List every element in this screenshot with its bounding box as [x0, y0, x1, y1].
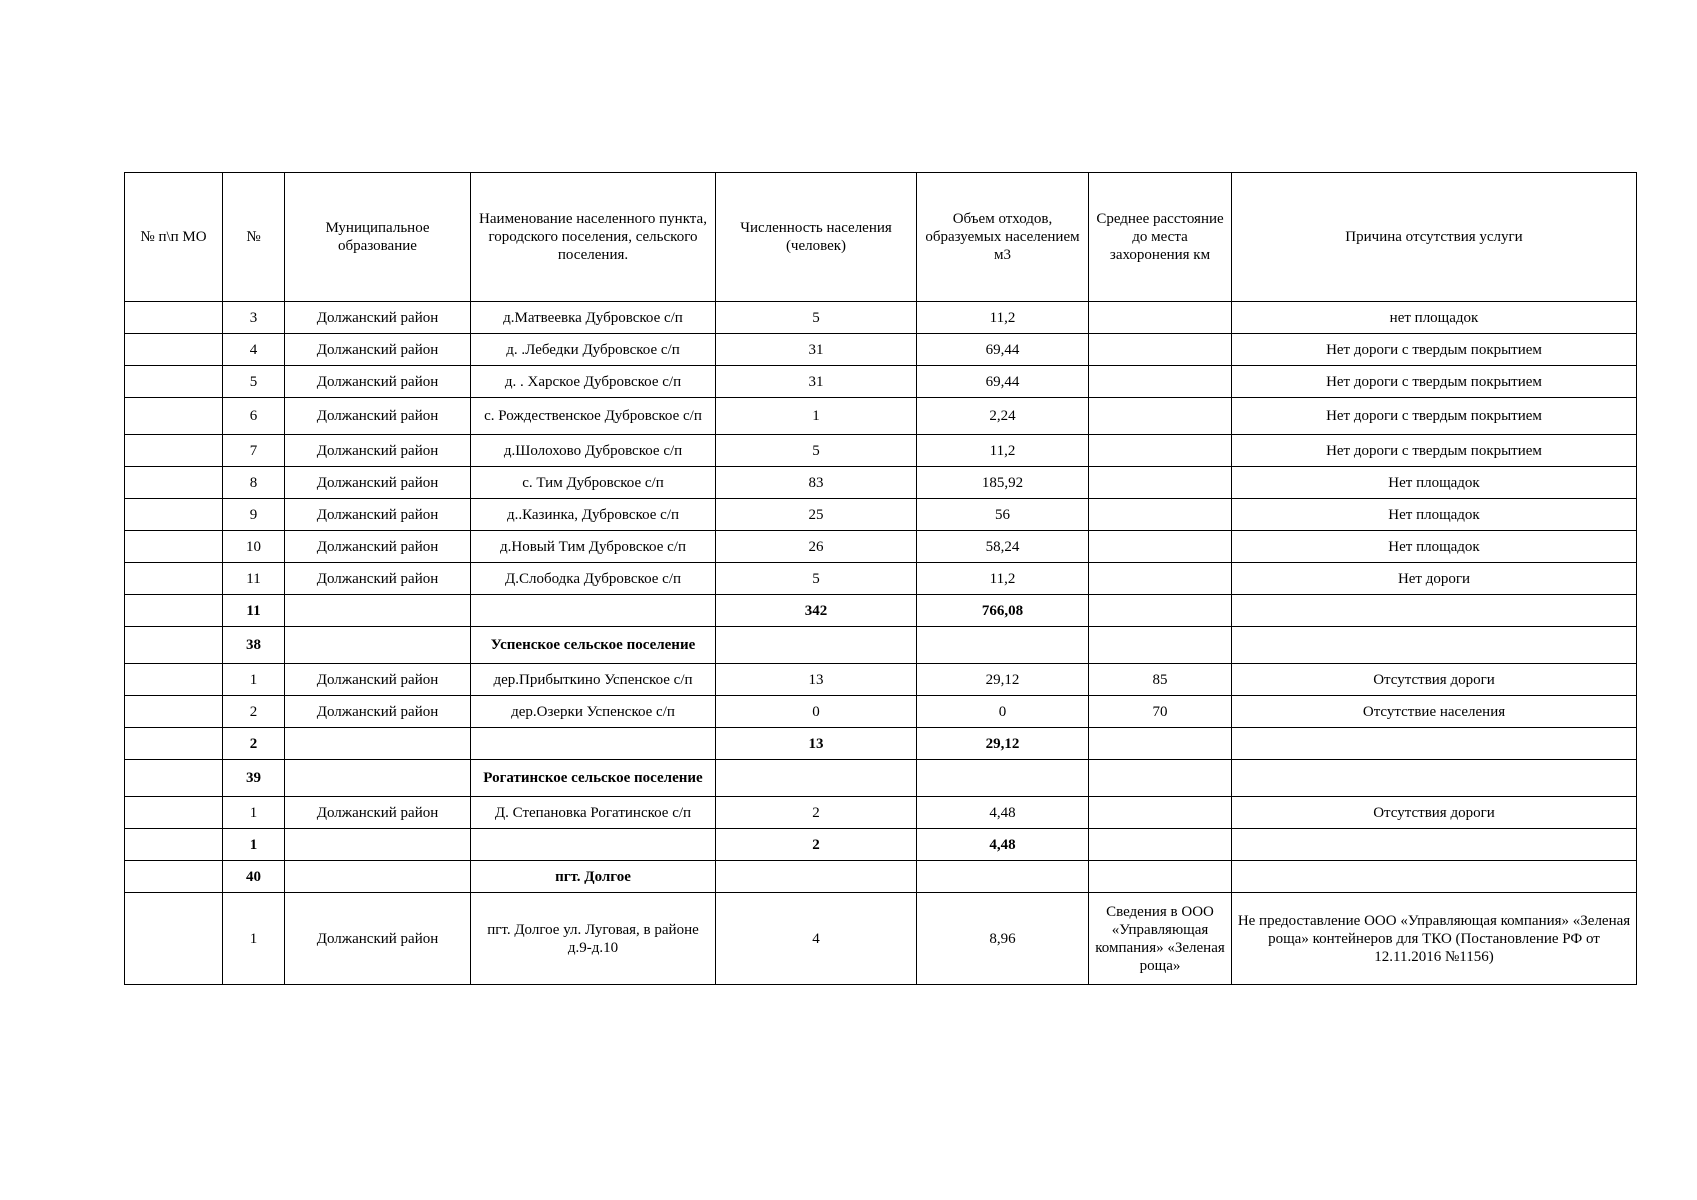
- settlement-cell: д. .Лебедки Дубровское с/п: [471, 334, 716, 366]
- table-row-subtotal: [125, 728, 1637, 760]
- reason-cell: [1232, 728, 1637, 760]
- municipality-cell: Должанский район: [285, 398, 471, 435]
- table-row: [125, 334, 1637, 366]
- reason-cell: Нет дороги с твердым покрытием: [1232, 334, 1637, 366]
- reason-cell: [1232, 595, 1637, 627]
- distance-cell: [1089, 563, 1232, 595]
- mo-number-cell: [125, 366, 223, 398]
- reason-cell: [1232, 760, 1637, 797]
- row-number-cell: 2: [223, 728, 285, 760]
- mo-number-cell: [125, 595, 223, 627]
- waste-volume-cell: 11,2: [917, 302, 1089, 334]
- row-number-cell: 5: [223, 366, 285, 398]
- settlement-cell: [471, 829, 716, 861]
- row-number-cell: 1: [223, 664, 285, 696]
- settlement-cell: Успенское сельское поселение: [471, 627, 716, 664]
- mo-number-cell: [125, 861, 223, 893]
- table-row: [125, 499, 1637, 531]
- table-row: [125, 893, 1637, 985]
- distance-cell: [1089, 728, 1232, 760]
- table-row: [125, 398, 1637, 435]
- distance-cell: [1089, 861, 1232, 893]
- waste-volume-cell: 69,44: [917, 334, 1089, 366]
- reason-cell: [1232, 627, 1637, 664]
- municipality-cell: Должанский район: [285, 334, 471, 366]
- settlement-cell: д..Казинка, Дубровское с/п: [471, 499, 716, 531]
- population-cell: 25: [716, 499, 917, 531]
- waste-volume-cell: [917, 861, 1089, 893]
- distance-cell: [1089, 531, 1232, 563]
- header-cell: Причина отсутствия услуги: [1232, 173, 1637, 302]
- waste-service-table: [124, 172, 1637, 985]
- row-number-cell: 4: [223, 334, 285, 366]
- population-cell: 31: [716, 366, 917, 398]
- table-row: [125, 797, 1637, 829]
- distance-cell: [1089, 829, 1232, 861]
- municipality-cell: [285, 829, 471, 861]
- municipality-cell: [285, 861, 471, 893]
- waste-volume-cell: 0: [917, 696, 1089, 728]
- settlement-cell: [471, 728, 716, 760]
- settlement-cell: дер.Озерки Успенское с/п: [471, 696, 716, 728]
- reason-cell: Нет площадок: [1232, 531, 1637, 563]
- distance-cell: [1089, 595, 1232, 627]
- mo-number-cell: [125, 531, 223, 563]
- municipality-cell: Должанский район: [285, 366, 471, 398]
- population-cell: 5: [716, 302, 917, 334]
- header-cell: Среднее расстояние до места захоронения км: [1089, 173, 1232, 302]
- settlement-cell: Д.Слободка Дубровское с/п: [471, 563, 716, 595]
- reason-cell: [1232, 829, 1637, 861]
- municipality-cell: [285, 760, 471, 797]
- population-cell: [716, 627, 917, 664]
- mo-number-cell: [125, 696, 223, 728]
- settlement-cell: д.Матвеевка Дубровское с/п: [471, 302, 716, 334]
- mo-number-cell: [125, 627, 223, 664]
- document-page: [124, 172, 1636, 985]
- distance-cell: [1089, 435, 1232, 467]
- municipality-cell: Должанский район: [285, 499, 471, 531]
- population-cell: 31: [716, 334, 917, 366]
- row-number-cell: 8: [223, 467, 285, 499]
- table-row: [125, 696, 1637, 728]
- municipality-cell: [285, 627, 471, 664]
- distance-cell: [1089, 760, 1232, 797]
- distance-cell: Сведения в ООО «Управляющая компания» «Зеленая роща»: [1089, 893, 1232, 985]
- distance-cell: 85: [1089, 664, 1232, 696]
- municipality-cell: [285, 595, 471, 627]
- reason-cell: Нет дороги с твердым покрытием: [1232, 366, 1637, 398]
- reason-cell: нет площадок: [1232, 302, 1637, 334]
- mo-number-cell: [125, 893, 223, 985]
- settlement-cell: с. Тим Дубровское с/п: [471, 467, 716, 499]
- population-cell: 5: [716, 563, 917, 595]
- mo-number-cell: [125, 664, 223, 696]
- population-cell: 342: [716, 595, 917, 627]
- table-row: [125, 563, 1637, 595]
- waste-volume-cell: 185,92: [917, 467, 1089, 499]
- settlement-cell: д. . Харское Дубровское с/п: [471, 366, 716, 398]
- municipality-cell: Должанский район: [285, 893, 471, 985]
- reason-cell: Отсутствие населения: [1232, 696, 1637, 728]
- table-row: [125, 435, 1637, 467]
- distance-cell: [1089, 398, 1232, 435]
- population-cell: 26: [716, 531, 917, 563]
- table-row: [125, 302, 1637, 334]
- header-cell: № п\п МО: [125, 173, 223, 302]
- distance-cell: [1089, 627, 1232, 664]
- settlement-cell: д.Новый Тим Дубровское с/п: [471, 531, 716, 563]
- mo-number-cell: [125, 302, 223, 334]
- waste-volume-cell: 29,12: [917, 664, 1089, 696]
- population-cell: 2: [716, 829, 917, 861]
- reason-cell: Нет площадок: [1232, 499, 1637, 531]
- mo-number-cell: [125, 467, 223, 499]
- population-cell: 1: [716, 398, 917, 435]
- row-number-cell: 1: [223, 797, 285, 829]
- settlement-cell: д.Шолохово Дубровское с/п: [471, 435, 716, 467]
- table-row-subtotal: [125, 829, 1637, 861]
- header-cell: Наименование населенного пункта, городского поселения, сельского поселения.: [471, 173, 716, 302]
- distance-cell: [1089, 467, 1232, 499]
- settlement-cell: пгт. Долгое ул. Луговая, в районе д.9-д.10: [471, 893, 716, 985]
- distance-cell: [1089, 499, 1232, 531]
- reason-cell: Нет дороги с твердым покрытием: [1232, 435, 1637, 467]
- population-cell: [716, 861, 917, 893]
- waste-volume-cell: 2,24: [917, 398, 1089, 435]
- header-cell: Объем отходов, образуемых населением м3: [917, 173, 1089, 302]
- row-number-cell: 40: [223, 861, 285, 893]
- reason-cell: Нет дороги с твердым покрытием: [1232, 398, 1637, 435]
- waste-volume-cell: [917, 760, 1089, 797]
- row-number-cell: 6: [223, 398, 285, 435]
- mo-number-cell: [125, 760, 223, 797]
- municipality-cell: Должанский район: [285, 797, 471, 829]
- table-row-subtotal: [125, 595, 1637, 627]
- row-number-cell: 39: [223, 760, 285, 797]
- row-number-cell: 10: [223, 531, 285, 563]
- table-row: [125, 366, 1637, 398]
- header-cell: Численность населения (человек): [716, 173, 917, 302]
- population-cell: 13: [716, 664, 917, 696]
- settlement-cell: дер.Прибыткино Успенское с/п: [471, 664, 716, 696]
- settlement-cell: [471, 595, 716, 627]
- population-cell: 0: [716, 696, 917, 728]
- row-number-cell: 2: [223, 696, 285, 728]
- header-cell: №: [223, 173, 285, 302]
- waste-volume-cell: 29,12: [917, 728, 1089, 760]
- row-number-cell: 11: [223, 563, 285, 595]
- row-number-cell: 9: [223, 499, 285, 531]
- row-number-cell: 1: [223, 893, 285, 985]
- distance-cell: [1089, 334, 1232, 366]
- waste-volume-cell: 766,08: [917, 595, 1089, 627]
- mo-number-cell: [125, 398, 223, 435]
- municipality-cell: [285, 728, 471, 760]
- reason-cell: [1232, 861, 1637, 893]
- mo-number-cell: [125, 563, 223, 595]
- mo-number-cell: [125, 435, 223, 467]
- row-number-cell: 1: [223, 829, 285, 861]
- population-cell: 13: [716, 728, 917, 760]
- mo-number-cell: [125, 334, 223, 366]
- table-header-row: [125, 173, 1637, 302]
- settlement-cell: Д. Степановка Рогатинское с/п: [471, 797, 716, 829]
- mo-number-cell: [125, 499, 223, 531]
- table-row: [125, 531, 1637, 563]
- waste-volume-cell: 56: [917, 499, 1089, 531]
- settlement-cell: с. Рождественское Дубровское с/п: [471, 398, 716, 435]
- municipality-cell: Должанский район: [285, 696, 471, 728]
- municipality-cell: Должанский район: [285, 563, 471, 595]
- municipality-cell: Должанский район: [285, 467, 471, 499]
- distance-cell: [1089, 366, 1232, 398]
- table-row: [125, 664, 1637, 696]
- table-row-subtotal: [125, 861, 1637, 893]
- municipality-cell: Должанский район: [285, 302, 471, 334]
- waste-volume-cell: 11,2: [917, 435, 1089, 467]
- mo-number-cell: [125, 797, 223, 829]
- municipality-cell: Должанский район: [285, 435, 471, 467]
- population-cell: 83: [716, 467, 917, 499]
- population-cell: 2: [716, 797, 917, 829]
- distance-cell: [1089, 302, 1232, 334]
- population-cell: [716, 760, 917, 797]
- table-row-subtotal: [125, 627, 1637, 664]
- waste-volume-cell: 4,48: [917, 797, 1089, 829]
- municipality-cell: Должанский район: [285, 531, 471, 563]
- settlement-cell: Рогатинское сельское поселение: [471, 760, 716, 797]
- mo-number-cell: [125, 829, 223, 861]
- population-cell: 4: [716, 893, 917, 985]
- row-number-cell: 3: [223, 302, 285, 334]
- distance-cell: 70: [1089, 696, 1232, 728]
- table-row-subtotal: [125, 760, 1637, 797]
- waste-volume-cell: 8,96: [917, 893, 1089, 985]
- mo-number-cell: [125, 728, 223, 760]
- distance-cell: [1089, 797, 1232, 829]
- reason-cell: Нет площадок: [1232, 467, 1637, 499]
- municipality-cell: Должанский район: [285, 664, 471, 696]
- row-number-cell: 7: [223, 435, 285, 467]
- waste-volume-cell: 69,44: [917, 366, 1089, 398]
- reason-cell: Не предоставление ООО «Управляющая компания» «Зеленая роща» контейнеров для ТКО (Постановление РФ от 12.11.2016 №1156): [1232, 893, 1637, 985]
- waste-volume-cell: 4,48: [917, 829, 1089, 861]
- waste-volume-cell: 58,24: [917, 531, 1089, 563]
- reason-cell: Отсутствия дороги: [1232, 797, 1637, 829]
- row-number-cell: 11: [223, 595, 285, 627]
- settlement-cell: пгт. Долгое: [471, 861, 716, 893]
- waste-volume-cell: 11,2: [917, 563, 1089, 595]
- reason-cell: Отсутствия дороги: [1232, 664, 1637, 696]
- header-cell: Муниципальное образование: [285, 173, 471, 302]
- waste-volume-cell: [917, 627, 1089, 664]
- population-cell: 5: [716, 435, 917, 467]
- row-number-cell: 38: [223, 627, 285, 664]
- table-row: [125, 467, 1637, 499]
- reason-cell: Нет дороги: [1232, 563, 1637, 595]
